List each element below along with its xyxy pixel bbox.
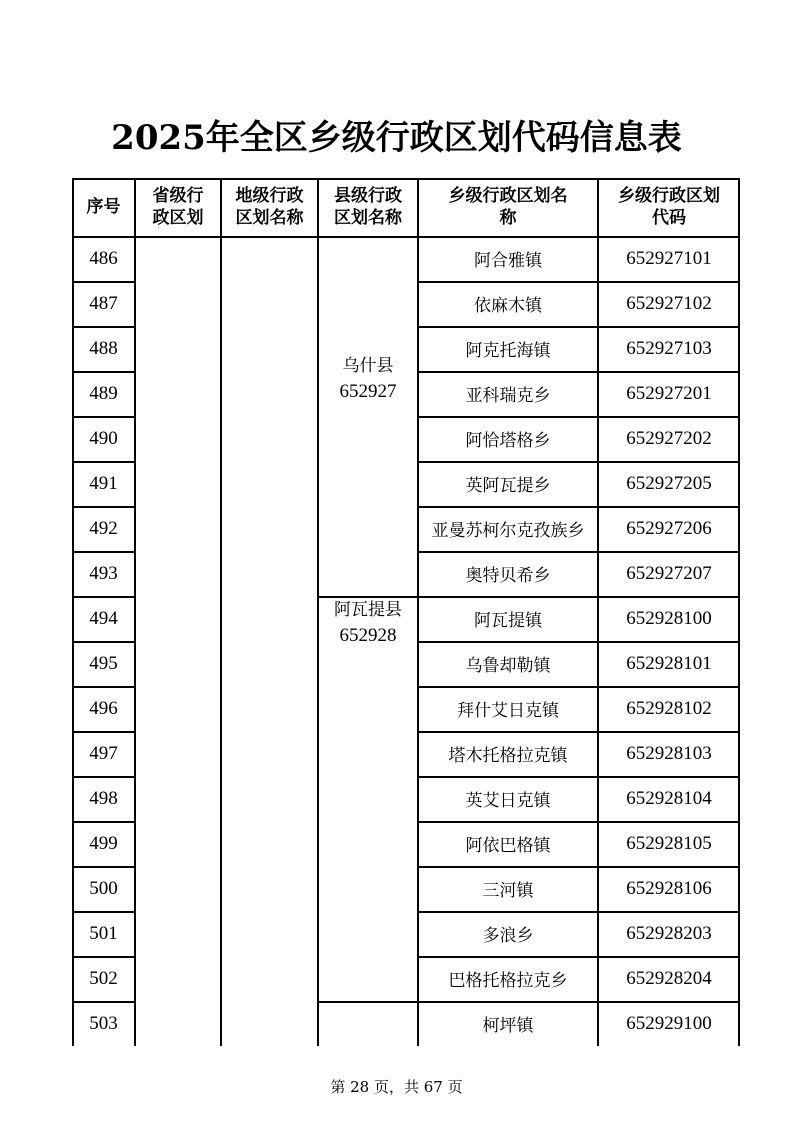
table-rule bbox=[318, 1001, 418, 1003]
row-code: 652927201 bbox=[626, 382, 712, 404]
table-rule bbox=[418, 416, 740, 418]
table-rule bbox=[72, 506, 135, 508]
row-township: 巴格托格拉克乡 bbox=[448, 971, 568, 991]
table-rule bbox=[418, 461, 740, 463]
table-rule bbox=[72, 461, 135, 463]
row-seq: 489 bbox=[89, 382, 118, 404]
row-code: 652927101 bbox=[626, 247, 712, 269]
table-row bbox=[72, 326, 740, 371]
table-row bbox=[72, 236, 740, 281]
table-rule bbox=[72, 326, 135, 328]
table-rule bbox=[418, 596, 740, 598]
row-seq: 503 bbox=[89, 1012, 118, 1034]
table-rule bbox=[72, 236, 740, 238]
admin-code-table bbox=[72, 178, 740, 1046]
row-code: 652928106 bbox=[626, 877, 712, 899]
row-code: 652927103 bbox=[626, 337, 712, 359]
row-township: 阿依巴格镇 bbox=[465, 836, 551, 856]
row-code: 652927207 bbox=[626, 562, 712, 584]
row-code: 652928100 bbox=[626, 607, 712, 629]
table-rule bbox=[72, 281, 135, 283]
table-row bbox=[72, 686, 740, 731]
table-rule bbox=[418, 371, 740, 373]
header-seq: 序号 bbox=[86, 197, 121, 217]
table-rule bbox=[418, 1001, 740, 1003]
row-township: 亚科瑞克乡 bbox=[465, 386, 551, 406]
table-rule bbox=[418, 866, 740, 868]
row-township: 奥特贝希乡 bbox=[465, 566, 551, 586]
table-rule bbox=[738, 178, 740, 1046]
table-rule bbox=[418, 551, 740, 553]
row-seq: 499 bbox=[89, 832, 118, 854]
page-title: 2025年全区乡级行政区划代码信息表 bbox=[111, 118, 682, 158]
table-row bbox=[72, 551, 740, 596]
table-rule bbox=[72, 178, 74, 1046]
header-county: 县级行政 区划名称 bbox=[334, 186, 402, 228]
table-rule bbox=[418, 911, 740, 913]
table-row bbox=[72, 281, 740, 326]
table-rule bbox=[72, 821, 135, 823]
table-rule bbox=[72, 956, 135, 958]
row-code: 652928102 bbox=[626, 697, 712, 719]
row-seq: 490 bbox=[89, 427, 118, 449]
header-province: 省级行 政区划 bbox=[152, 186, 204, 228]
row-seq: 498 bbox=[89, 787, 118, 809]
table-row bbox=[72, 596, 740, 641]
row-seq: 500 bbox=[89, 877, 118, 899]
table-row bbox=[72, 956, 740, 1001]
table-rule bbox=[72, 371, 135, 373]
table-rule bbox=[72, 416, 135, 418]
row-township: 亚曼苏柯尔克孜族乡 bbox=[431, 521, 585, 541]
row-seq: 495 bbox=[89, 652, 118, 674]
table-row bbox=[72, 731, 740, 776]
row-code: 652928204 bbox=[626, 967, 712, 989]
row-township: 柯坪镇 bbox=[482, 1016, 534, 1036]
table-rule bbox=[418, 731, 740, 733]
county-name: 乌什县 bbox=[342, 356, 394, 376]
row-township: 阿克托海镇 bbox=[465, 341, 551, 361]
table-rule bbox=[597, 178, 599, 1046]
row-township: 塔木托格拉克镇 bbox=[448, 746, 568, 766]
table-rule bbox=[418, 641, 740, 643]
table-rule bbox=[318, 596, 418, 598]
table-row bbox=[72, 821, 740, 866]
table-rule bbox=[418, 776, 740, 778]
table-rule bbox=[418, 326, 740, 328]
row-township: 拜什艾日克镇 bbox=[457, 701, 559, 721]
table-rule bbox=[220, 178, 222, 1046]
table-row bbox=[72, 776, 740, 821]
row-code: 652928103 bbox=[626, 742, 712, 764]
table-row bbox=[72, 866, 740, 911]
row-township: 三河镇 bbox=[482, 881, 534, 901]
row-seq: 494 bbox=[89, 607, 118, 629]
page-footer: 第 28 页，共 67 页 bbox=[330, 1078, 463, 1096]
table-rule bbox=[72, 866, 135, 868]
row-township: 多浪乡 bbox=[482, 926, 534, 946]
row-seq: 487 bbox=[89, 292, 118, 314]
row-code: 652927206 bbox=[626, 517, 712, 539]
table-rule bbox=[72, 596, 135, 598]
row-code: 652927102 bbox=[626, 292, 712, 314]
row-code: 652927205 bbox=[626, 472, 712, 494]
county-code: 652927 bbox=[339, 381, 397, 402]
table-rule bbox=[417, 178, 419, 1046]
row-code: 652928105 bbox=[626, 832, 712, 854]
row-township: 依麻木镇 bbox=[474, 296, 542, 316]
table-rule bbox=[72, 776, 135, 778]
table-rule bbox=[72, 686, 135, 688]
table-row bbox=[72, 506, 740, 551]
row-seq: 501 bbox=[89, 922, 118, 944]
table-rule bbox=[72, 178, 740, 180]
row-code: 652928104 bbox=[626, 787, 712, 809]
row-township: 英艾日克镇 bbox=[465, 791, 551, 811]
row-township: 阿合雅镇 bbox=[474, 251, 542, 271]
table-rule bbox=[317, 178, 319, 1046]
row-seq: 502 bbox=[89, 967, 118, 989]
row-seq: 493 bbox=[89, 562, 118, 584]
row-code: 652929100 bbox=[626, 1012, 712, 1034]
row-code: 652928101 bbox=[626, 652, 712, 674]
row-seq: 497 bbox=[89, 742, 118, 764]
table-rule bbox=[418, 686, 740, 688]
table-rule bbox=[72, 911, 135, 913]
row-seq: 491 bbox=[89, 472, 118, 494]
header-prefecture: 地级行政 区划名称 bbox=[235, 186, 304, 228]
table-rule bbox=[418, 506, 740, 508]
table-rule bbox=[418, 956, 740, 958]
table-rule bbox=[72, 1001, 135, 1003]
table-rule bbox=[418, 821, 740, 823]
table-rule bbox=[72, 641, 135, 643]
table-row bbox=[72, 461, 740, 506]
table-rule bbox=[134, 178, 136, 1046]
row-seq: 492 bbox=[89, 517, 118, 539]
row-township: 乌鲁却勒镇 bbox=[465, 656, 551, 676]
row-seq: 496 bbox=[89, 697, 118, 719]
table-row bbox=[72, 416, 740, 461]
row-seq: 488 bbox=[89, 337, 118, 359]
header-code: 乡级行政区划 代码 bbox=[618, 186, 720, 228]
table-rule bbox=[72, 731, 135, 733]
table-row bbox=[72, 1001, 740, 1046]
county-name: 阿瓦提县 bbox=[334, 600, 402, 620]
row-township: 英阿瓦提乡 bbox=[465, 476, 551, 496]
row-code: 652928203 bbox=[626, 922, 712, 944]
header-township: 乡级行政区划名 称 bbox=[448, 186, 568, 228]
table-row bbox=[72, 911, 740, 956]
table-rule bbox=[72, 551, 135, 553]
county-code: 652928 bbox=[339, 625, 397, 646]
table-row bbox=[72, 641, 740, 686]
row-township: 阿恰塔格乡 bbox=[465, 431, 551, 451]
row-seq: 486 bbox=[89, 247, 118, 269]
table-rule bbox=[418, 281, 740, 283]
row-township: 阿瓦提镇 bbox=[474, 611, 542, 631]
row-code: 652927202 bbox=[626, 427, 712, 449]
table-row bbox=[72, 371, 740, 416]
